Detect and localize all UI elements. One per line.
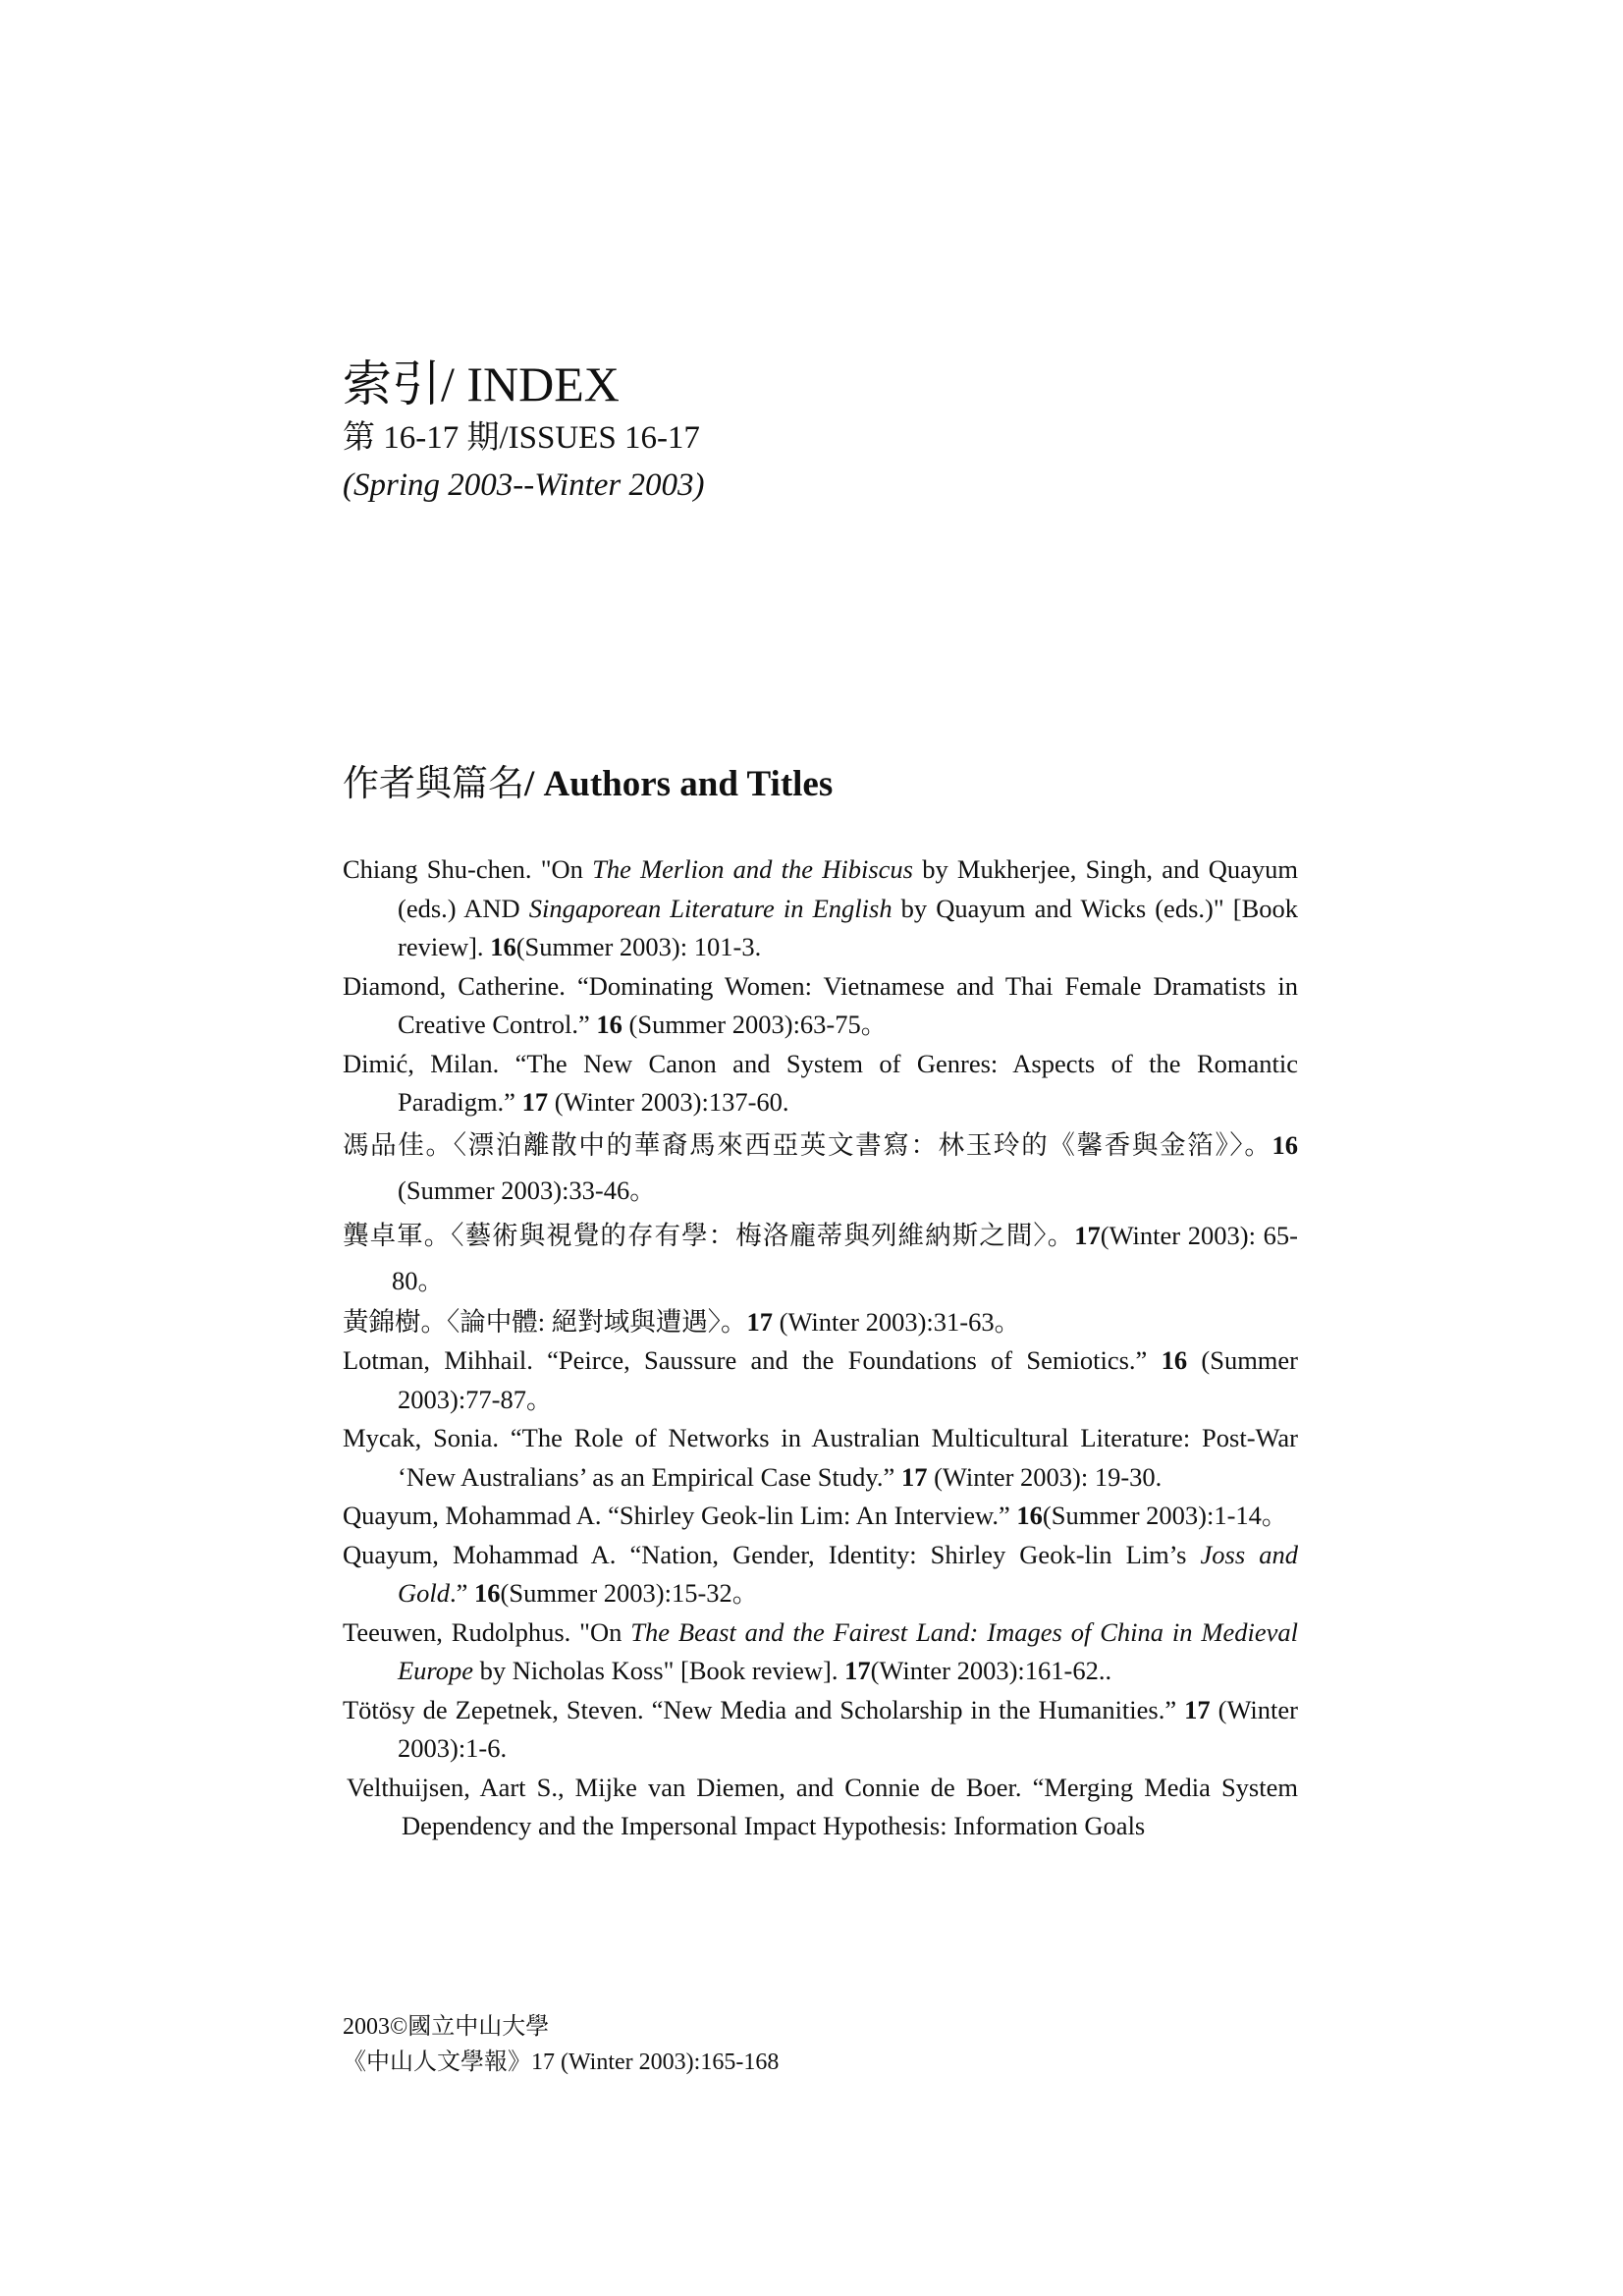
index-entry: Velthuijsen, Aart S., Mijke van Diemen, and Connie de Boer. “Merging Media System Dependency and the Impersonal Impact Hypothesis: Information Goals	[347, 1772, 1298, 1840]
index-entry: 馮品佳。〈漂泊離散中的華裔馬來西亞英文書寫：林玉玲的《馨香與金箔》〉。16 (Summer 2003):33-46。	[343, 1129, 1298, 1205]
page-footer	[343, 2009, 779, 2080]
index-entry: Chiang Shu-chen. "On The Merlion and the Hibiscus by Mukherjee, Singh, and Quayum (eds.) AND Singaporean Literature in English by Quayum and Wicks (eds.)" [Book review]. 16(Summer 2003): 101-3.	[343, 854, 1298, 961]
index-entry: Quayum, Mohammad A. “Nation, Gender, Identity: Shirley Geok-lin Lim’s Joss and Gold.” 16(Summer 2003):15-32。	[343, 1539, 1298, 1608]
index-entry: Diamond, Catherine. “Dominating Women: Vietnamese and Thai Female Dramatists in Creative Control.” 16 (Summer 2003):63-75。	[343, 970, 1298, 1039]
index-entry: 龔卓軍。〈藝術與視覺的存有學：梅洛龐蒂與列維納斯之間〉。17(Winter 2003): 65-80。	[343, 1220, 1298, 1295]
period-line: (Spring 2003--Winter 2003)	[343, 467, 705, 503]
index-entry: 黃錦樹。〈論中體: 絕對域與遭遇〉。17 (Winter 2003):31-63。	[343, 1306, 1021, 1337]
index-entry: Tötösy de Zepetnek, Steven. “New Media and Scholarship in the Humanities.” 17 (Winter 2003):1-6.	[343, 1694, 1298, 1763]
index-entry: Mycak, Sonia. “The Role of Networks in Australian Multicultural Literature: Post-War ‘New Australians’ as an Empirical Case Study.” 17 (Winter 2003): 19-30.	[343, 1423, 1298, 1492]
section-heading	[343, 758, 833, 811]
section-heading-zh: 作者與篇名	[343, 764, 524, 804]
index-entries	[343, 850, 1298, 1846]
index-entry: Lotman, Mihhail. “Peirce, Saussure and the Foundations of Semiotics.” 16 (Summer 2003):77-87。	[343, 1345, 1298, 1414]
section-heading-en: / Authors and Titles	[524, 764, 834, 804]
issues-line: 第 16-17 期/ISSUES 16-17	[343, 420, 700, 456]
footer-journal-citation: 《中山人文學報》17 (Winter 2003):165-168	[343, 2050, 780, 2075]
index-entry: Quayum, Mohammad A. “Shirley Geok-lin Lim: An Interview.” 16(Summer 2003):1-14。	[343, 1501, 1288, 1530]
index-entry: Teeuwen, Rudolphus. "On The Beast and the Fairest Land: Images of China in Medieval Europe by Nicholas Koss" [Book review]. 17(Winter 2003):161-62..	[343, 1616, 1298, 1685]
page-header	[343, 354, 1325, 509]
footer-copyright: 2003©國立中山大學	[343, 2014, 550, 2040]
index-entry: Dimić, Milan. “The New Canon and System of Genres: Aspects of the Romantic Paradigm.” 17 (Winter 2003):137-60.	[343, 1048, 1298, 1117]
page-title: 索引/ INDEX	[343, 356, 620, 411]
